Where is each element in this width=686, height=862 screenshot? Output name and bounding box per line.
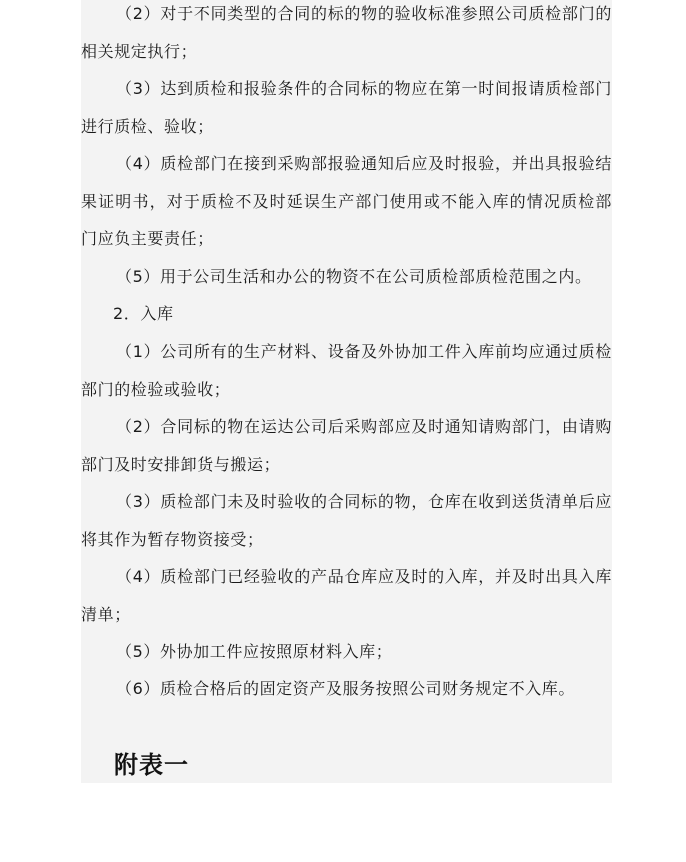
warehousing-item-4: （4）质检部门已经验收的产品仓库应及时的入库，并及时出具入库清单； [81, 567, 612, 624]
document-page [81, 0, 612, 783]
warehousing-item-6: （6）质检合格后的固定资产及服务按照公司财务规定不入库。 [116, 679, 575, 698]
warehousing-item-2: （2）合同标的物在运达公司后采购部应及时通知请购部门，由请购部门及时安排卸货与搬运； [81, 417, 612, 474]
acceptance-item-3: （3）达到质检和报验条件的合同标的物应在第一时间报请质检部门进行质检、验收； [81, 79, 612, 136]
acceptance-item-5: （5）用于公司生活和办公的物资不在公司质检部质检范围之内。 [116, 267, 592, 286]
section-heading-warehousing: 2．入库 [113, 304, 174, 323]
acceptance-item-2: （2）对于不同类型的合同的标的物的验收标准参照公司质检部门的相关规定执行； [81, 4, 612, 61]
warehousing-item-1: （1）公司所有的生产材料、设备及外协加工件入库前均应通过质检部门的检验或验收； [81, 342, 612, 399]
warehousing-item-3: （3）质检部门未及时验收的合同标的物，仓库在收到送货清单后应将其作为暂存物资接受； [81, 492, 612, 549]
warehousing-item-5: （5）外协加工件应按照原材料入库； [116, 642, 393, 661]
acceptance-item-4: （4）质检部门在接到采购部报验通知后应及时报验，并出具报验结果证明书，对于质检不及时延误生产部门使用或不能入库的情况质检部门应负主要责任； [81, 154, 612, 248]
appendix-title: 附表一 [114, 750, 189, 779]
